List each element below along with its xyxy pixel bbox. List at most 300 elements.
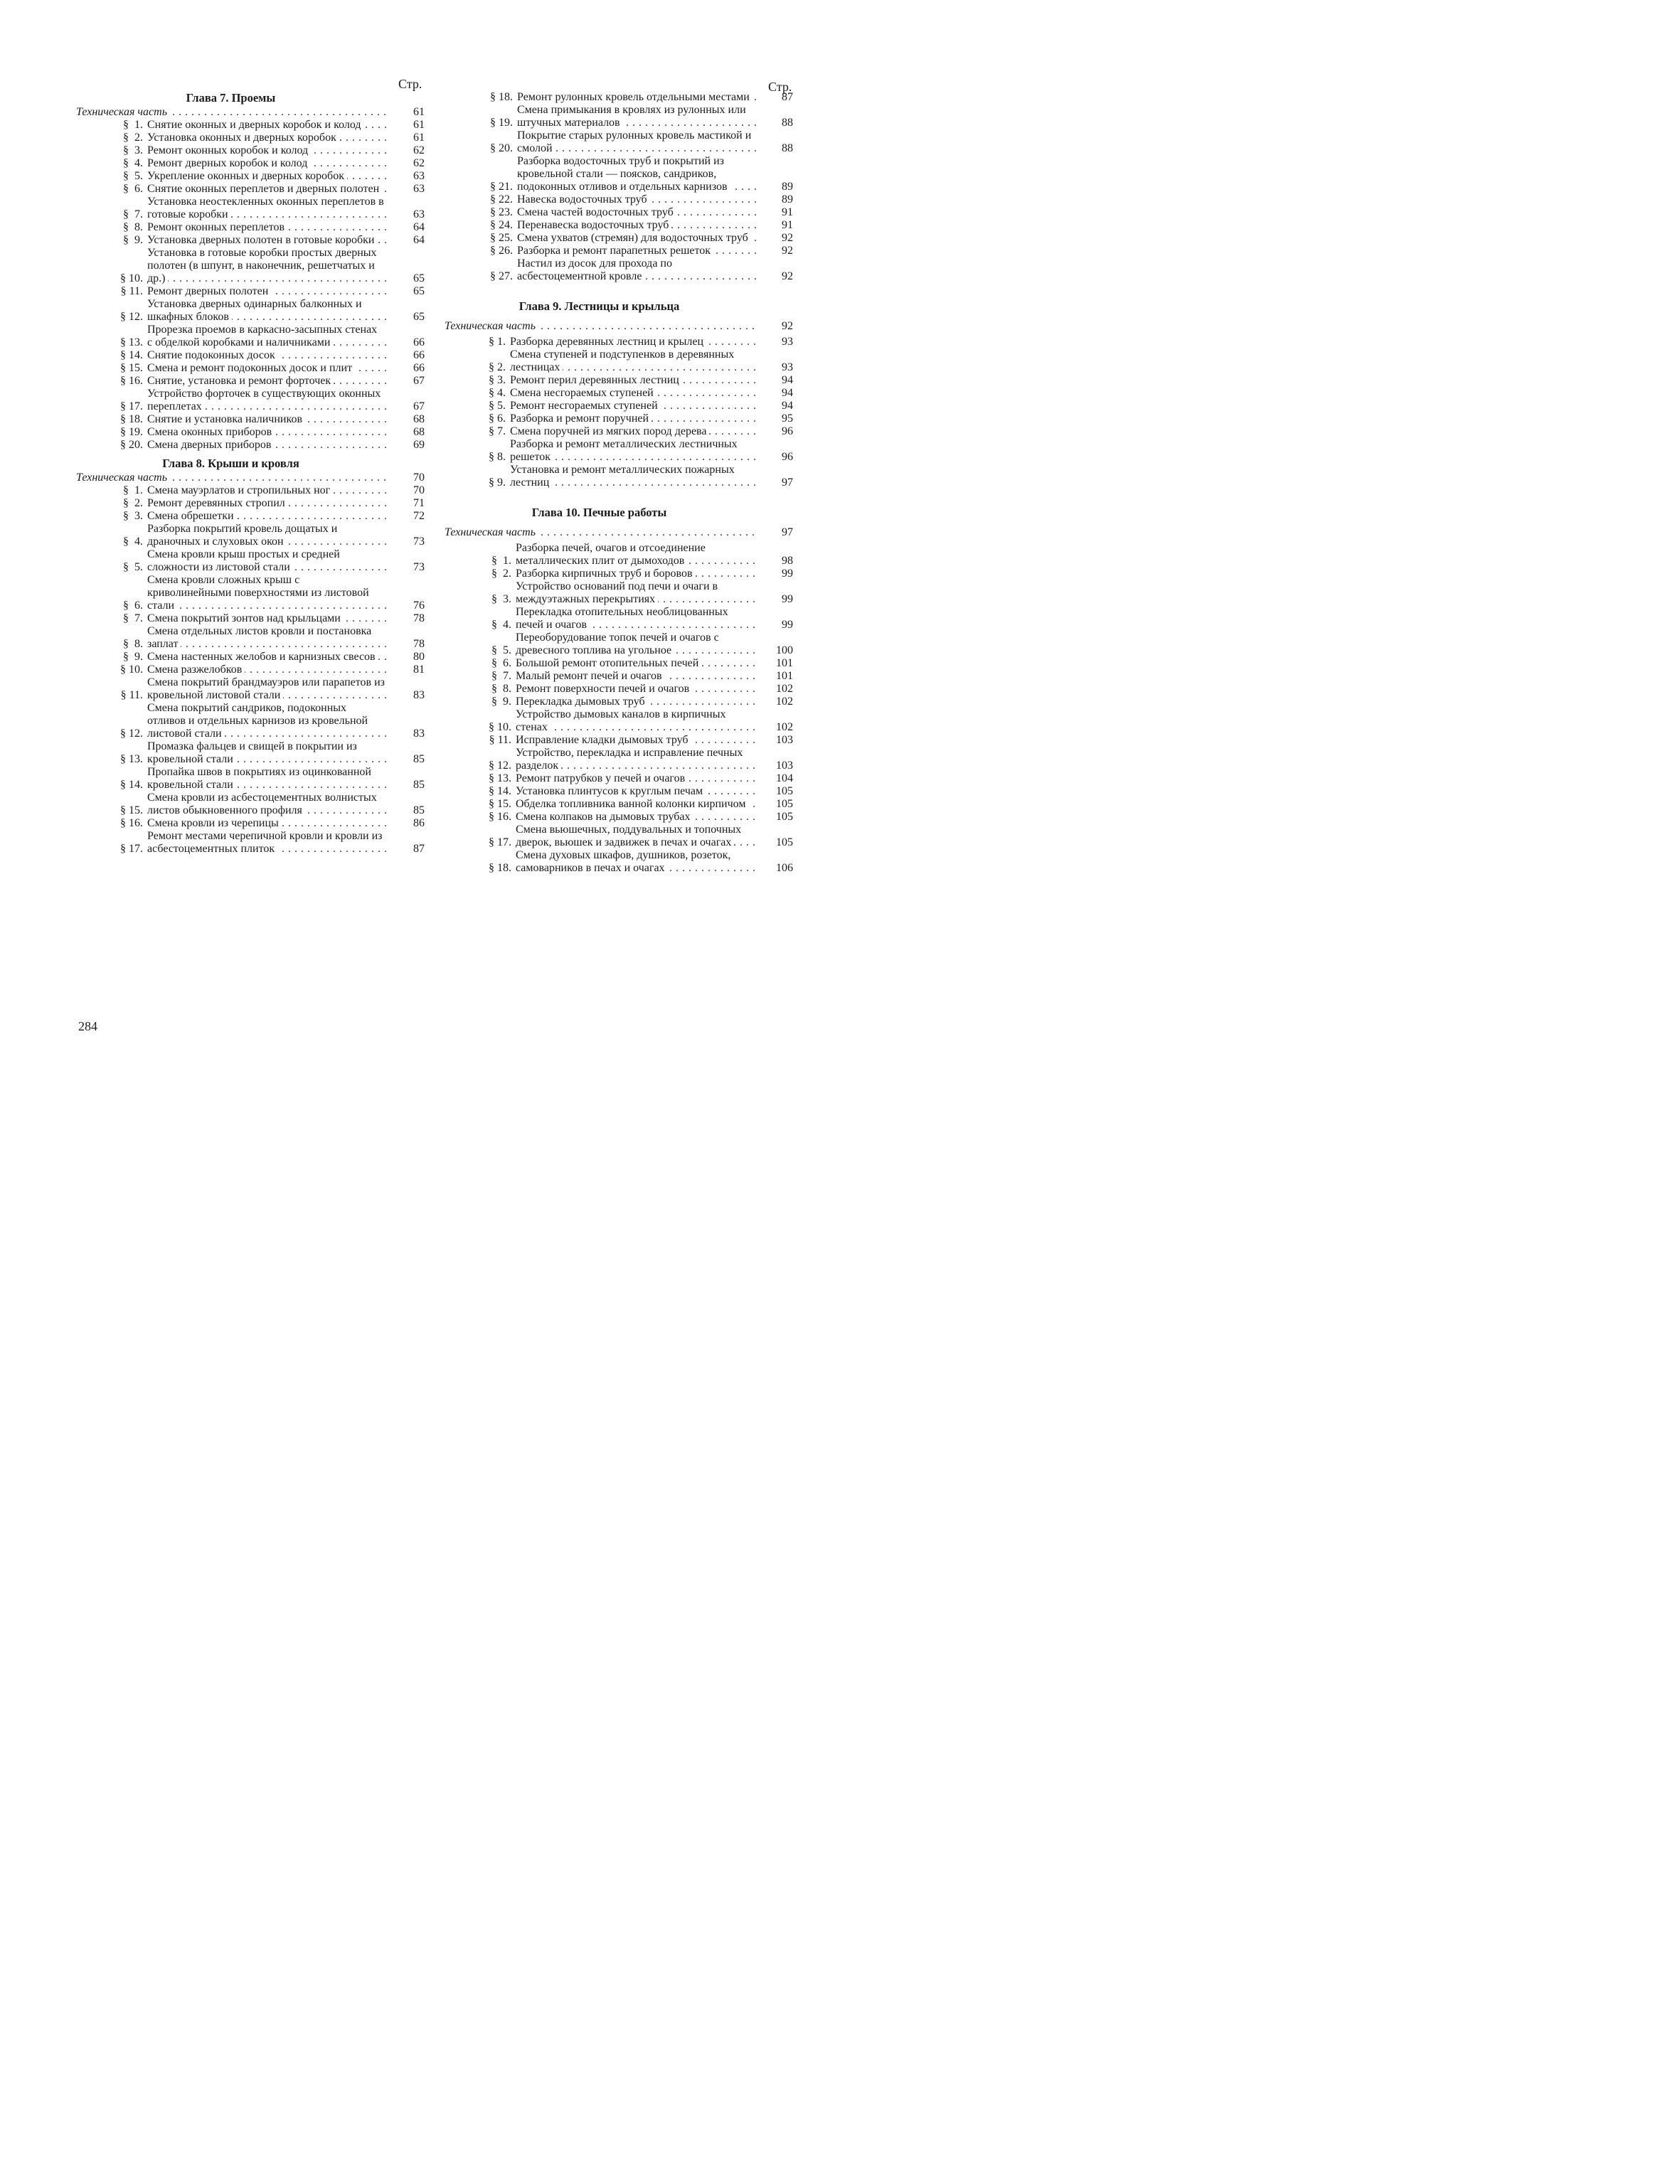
right-page-column-label: Стр. xyxy=(768,80,792,94)
section-title: Смена мауэрлатов и стропильных ног xyxy=(147,484,333,496)
section-title: Установка дверных полотен в готовые коробки xyxy=(147,234,377,246)
section-number: § 7. xyxy=(123,208,143,220)
page-number: 70 xyxy=(413,472,425,484)
section-number: § 5. xyxy=(489,400,506,412)
section-title: Ремонт оконных переплетов xyxy=(147,221,287,233)
section-number: § 4. xyxy=(491,619,511,631)
page-number: 87 xyxy=(782,91,793,103)
toc-entry[interactable] xyxy=(445,348,793,374)
toc-entry[interactable] xyxy=(445,232,793,245)
section-number: § 6. xyxy=(123,183,143,195)
section-number: § 7. xyxy=(491,670,511,682)
toc-entry[interactable] xyxy=(76,375,425,388)
section-number: § 18. xyxy=(490,91,513,103)
page-number: 102 xyxy=(776,683,793,695)
section-title: Смена покрытий зонтов над крыльцами xyxy=(147,612,344,624)
section-number: § 24. xyxy=(490,219,513,231)
section-title: Промазка фальцев и свищей в покрытии из кровельной стали xyxy=(147,740,357,765)
page-number: 105 xyxy=(776,811,793,823)
toc-entry[interactable] xyxy=(445,425,793,438)
toc-entry[interactable] xyxy=(76,702,425,740)
toc-entry[interactable] xyxy=(445,824,793,849)
toc-entry[interactable] xyxy=(76,484,425,497)
section-number: § 19. xyxy=(120,426,143,438)
chapter8-tech-part[interactable] xyxy=(76,472,425,484)
section-title: Разборка кирпичных труб и боровов xyxy=(516,568,696,580)
section-number: § 14. xyxy=(120,349,143,361)
section-title: Разборка водосточных труб и покрытий из кровельной стали — поясков, сандриков, подоконных отливов и отдельных карнизов xyxy=(517,155,730,193)
section-title: Разборка печей, очагов и отсоединение металлических плит от дымоходов xyxy=(516,542,706,567)
section-title: Смена обрешетки xyxy=(147,510,237,522)
toc-entry[interactable] xyxy=(445,580,793,606)
section-number: § 12. xyxy=(120,311,143,323)
page-number: 102 xyxy=(776,696,793,708)
section-number: § 5. xyxy=(123,170,143,182)
page-number: 94 xyxy=(782,387,793,399)
toc-entry[interactable] xyxy=(445,91,793,104)
section-title: Смена кровли сложных крыш с криволинейными поверхностями из листовой стали xyxy=(147,574,369,612)
section-number: § 11. xyxy=(120,689,143,701)
toc-entry[interactable] xyxy=(76,792,425,817)
tech-part-label: Техническая часть xyxy=(76,472,170,484)
chapter7-title: Глава 7. Проемы xyxy=(186,91,276,105)
section-number: § 6. xyxy=(123,600,143,612)
section-title: Смена поручней из мягких пород дерева xyxy=(510,425,709,437)
toc-entry[interactable] xyxy=(76,766,425,792)
page-number: 105 xyxy=(776,785,793,797)
page-number: 92 xyxy=(782,232,793,244)
toc-entry[interactable] xyxy=(445,798,793,811)
page-number: 96 xyxy=(782,425,793,437)
toc-entry[interactable] xyxy=(76,388,425,413)
toc-entry[interactable] xyxy=(76,548,425,574)
page-number: 102 xyxy=(776,721,793,733)
page-number: 66 xyxy=(413,362,425,374)
section-title: Смена отдельных листов кровли и постановка заплат xyxy=(147,625,372,650)
section-title: Разборка и ремонт парапетных решеток xyxy=(517,245,713,257)
toc-entry[interactable] xyxy=(445,206,793,219)
page-number: 86 xyxy=(413,817,425,829)
page-number: 97 xyxy=(782,526,793,538)
section-title: Перекладка отопительных необлицованных печей и очагов xyxy=(516,606,728,631)
section-title: Ремонт дверных коробок и колод xyxy=(147,157,310,169)
page-number: 65 xyxy=(413,311,425,323)
section-number: § 16. xyxy=(120,817,143,829)
toc-entry[interactable] xyxy=(76,426,425,439)
toc-entry[interactable] xyxy=(445,542,793,568)
page-number: 105 xyxy=(776,836,793,848)
page-number: 101 xyxy=(776,657,793,669)
section-number: § 1. xyxy=(123,484,143,496)
toc-entry[interactable] xyxy=(445,336,793,348)
toc-entry[interactable] xyxy=(76,817,425,830)
page-number: 94 xyxy=(782,374,793,386)
toc-entry[interactable] xyxy=(76,157,425,170)
section-number: § 14. xyxy=(489,785,511,797)
page-number: 65 xyxy=(413,285,425,297)
toc-entry[interactable] xyxy=(76,510,425,523)
page-number: 85 xyxy=(413,779,425,791)
toc-entry[interactable] xyxy=(76,740,425,766)
chapter10-tech-part[interactable] xyxy=(445,526,793,539)
toc-entry[interactable] xyxy=(445,734,793,747)
section-title: Разборка и ремонт поручней xyxy=(510,412,652,425)
section-number: § 16. xyxy=(120,375,143,387)
toc-entry[interactable] xyxy=(445,104,793,129)
section-number: § 22. xyxy=(490,193,513,206)
chapter8-items xyxy=(76,484,425,856)
tech-part-label: Техническая часть xyxy=(445,320,538,332)
section-number: § 17. xyxy=(120,400,143,412)
section-number: § 4. xyxy=(123,157,143,169)
toc-entry[interactable] xyxy=(76,170,425,183)
toc-entry[interactable] xyxy=(76,362,425,375)
section-number: § 4. xyxy=(123,536,143,548)
section-number: § 5. xyxy=(123,561,143,573)
section-title: Установка неостекленных оконных переплетов в готовые коробки xyxy=(147,196,384,220)
section-number: § 15. xyxy=(489,798,511,810)
page-number: 72 xyxy=(413,510,425,522)
page-number: 89 xyxy=(782,181,793,193)
left-page-column-label: Стр. xyxy=(398,77,422,91)
page-number: 68 xyxy=(413,426,425,438)
section-title: Переоборудование топок печей и очагов с древесного топлива на угольное xyxy=(516,632,719,656)
section-number: § 20. xyxy=(490,142,513,154)
page-number: 61 xyxy=(413,119,425,131)
toc-entry[interactable] xyxy=(76,144,425,157)
toc-entry[interactable] xyxy=(445,811,793,824)
toc-entry[interactable] xyxy=(76,612,425,625)
toc-entry[interactable] xyxy=(445,606,793,632)
toc-entry[interactable] xyxy=(445,696,793,708)
section-number: § 21. xyxy=(490,181,513,193)
section-number: § 10. xyxy=(120,272,143,284)
section-title: Ремонт местами черепичной кровли и кровли из асбестоцементных плиток xyxy=(147,830,383,855)
section-title: Разборка покрытий кровель дощатых и драночных и слуховых окон xyxy=(147,523,338,548)
left-column xyxy=(76,78,425,856)
section-title: Разборка и ремонт металлических лестничных решеток xyxy=(510,438,738,463)
toc-entry[interactable] xyxy=(76,247,425,285)
page-number: 93 xyxy=(782,336,793,348)
toc-entry[interactable] xyxy=(76,298,425,324)
page-number: 96 xyxy=(782,451,793,463)
chapter7-tech-part[interactable] xyxy=(76,106,425,119)
page-number: 63 xyxy=(413,208,425,220)
section-title: Смена примыкания в кровлях из рулонных или штучных материалов xyxy=(517,104,746,129)
toc-entry[interactable] xyxy=(445,412,793,425)
section-title: Смена покрытий сандриков, подоконных отливов и отдельных карнизов из кровельной листовой стали xyxy=(147,702,368,740)
chapter10-title: Глава 10. Печные работы xyxy=(531,506,667,519)
toc-entry[interactable] xyxy=(445,155,793,193)
page-number: 65 xyxy=(413,272,425,284)
section-number: § 10. xyxy=(489,721,511,733)
toc-entry[interactable] xyxy=(445,568,793,580)
page-number: 93 xyxy=(782,361,793,373)
toc-entry[interactable] xyxy=(445,374,793,387)
section-title: Ремонт оконных коробок и колод xyxy=(147,144,311,156)
toc-entry[interactable] xyxy=(76,497,425,510)
section-number: § 9. xyxy=(489,476,506,489)
page-number: 101 xyxy=(776,670,793,682)
section-number: § 13. xyxy=(120,753,143,765)
section-number: § 14. xyxy=(120,779,143,791)
section-number: § 8. xyxy=(491,683,511,695)
toc-entry[interactable] xyxy=(76,196,425,221)
section-number: § 11. xyxy=(489,734,511,746)
footer-page-number: 284 xyxy=(78,1019,97,1033)
toc-entry[interactable] xyxy=(445,708,793,734)
section-number: § 3. xyxy=(489,374,506,386)
page-number: 83 xyxy=(413,728,425,740)
section-number: § 8. xyxy=(123,638,143,650)
toc-entry[interactable] xyxy=(76,183,425,196)
page-number: 95 xyxy=(782,412,793,425)
section-title: Смена ухватов (стремян) для водосточных труб xyxy=(517,232,751,244)
section-title: Ремонт поверхности печей и очагов xyxy=(516,683,692,695)
toc-entry[interactable] xyxy=(445,129,793,155)
section-title: Ремонт дверных полотен xyxy=(147,285,271,297)
section-title: Ремонт рулонных кровель отдельными местами xyxy=(517,91,753,103)
section-number: § 10. xyxy=(120,664,143,676)
page-number: 87 xyxy=(413,843,425,855)
section-title: Установка дверных одинарных балконных и шкафных блоков xyxy=(147,298,362,323)
section-number: § 27. xyxy=(490,270,513,282)
toc-entry[interactable] xyxy=(445,849,793,875)
section-number: § 1. xyxy=(489,336,506,348)
page-number: 88 xyxy=(782,142,793,154)
toc-entry[interactable] xyxy=(445,193,793,206)
page-number: 66 xyxy=(413,349,425,361)
section-title: Смена вьюшечных, поддувальных и топочных дверок, вьюшек и задвижек в печах и очагах xyxy=(516,824,742,848)
chapter10-items xyxy=(445,542,793,875)
toc-entry[interactable] xyxy=(76,119,425,132)
page-number: 78 xyxy=(413,612,425,624)
page-number: 92 xyxy=(782,320,793,332)
section-number: § 23. xyxy=(490,206,513,218)
page-number: 80 xyxy=(413,651,425,663)
section-title: Смена частей водосточных труб xyxy=(517,206,676,218)
section-title: Перекладка дымовых труб xyxy=(516,696,648,708)
section-number: § 19. xyxy=(490,117,513,129)
chapter8-continued-items xyxy=(445,91,793,283)
page-number: 104 xyxy=(776,772,793,784)
section-title: Устройство дымовых каналов в кирпичных стенах xyxy=(516,708,726,733)
page-number: 70 xyxy=(413,484,425,496)
section-number: § 18. xyxy=(120,413,143,425)
tech-part-label: Техническая часть xyxy=(445,526,538,538)
toc-entry[interactable] xyxy=(445,785,793,798)
toc-entry[interactable] xyxy=(76,830,425,856)
toc-entry[interactable] xyxy=(76,221,425,234)
section-number: § 25. xyxy=(490,232,513,244)
chapter8-title: Глава 8. Крыши и кровля xyxy=(162,457,299,470)
chapter9-tech-part[interactable] xyxy=(445,320,793,333)
page-number: 94 xyxy=(782,400,793,412)
page-number: 62 xyxy=(413,157,425,169)
section-title: Смена колпаков на дымовых трубах xyxy=(516,811,693,823)
section-title: Ремонт патрубков у печей и очагов xyxy=(516,772,688,784)
section-title: Исправление кладки дымовых труб xyxy=(516,734,691,746)
section-number: § 2. xyxy=(489,361,506,373)
tech-part-label: Техническая часть xyxy=(76,106,170,118)
page-number: 81 xyxy=(413,664,425,676)
toc-entry[interactable] xyxy=(76,439,425,452)
toc-entry[interactable] xyxy=(445,245,793,257)
toc-entry[interactable] xyxy=(76,523,425,548)
section-title: Малый ремонт печей и очагов xyxy=(516,670,665,682)
toc-entry[interactable] xyxy=(76,664,425,676)
section-title: Смена покрытий брандмауэров или парапетов из кровельной листовой стали xyxy=(147,676,385,701)
toc-entry[interactable] xyxy=(76,413,425,426)
section-title: Большой ремонт отопительных печей xyxy=(516,657,701,669)
section-title: Снятие подоконных досок xyxy=(147,349,278,361)
page-number: 91 xyxy=(782,206,793,218)
page-number: 99 xyxy=(782,619,793,631)
section-number: § 12. xyxy=(120,728,143,740)
page-number: 68 xyxy=(413,413,425,425)
page-number: 98 xyxy=(782,555,793,567)
page-number: 61 xyxy=(413,106,425,118)
section-title: Покрытие старых рулонных кровель мастикой и смолой xyxy=(517,129,752,154)
section-number: § 11. xyxy=(120,285,143,297)
section-title: Смена кровли из черепицы xyxy=(147,817,282,829)
chapter9-items xyxy=(445,336,793,489)
section-number: § 5. xyxy=(491,644,511,656)
page-number: 99 xyxy=(782,568,793,580)
toc-entry[interactable] xyxy=(445,772,793,785)
section-number: § 4. xyxy=(489,387,506,399)
section-title: Смена духовых шкафов, душников, розеток, самоварников в печах и очагах xyxy=(516,849,731,874)
section-title: Настил из досок для прохода по асбестоцементной кровле xyxy=(517,257,672,282)
section-number: § 17. xyxy=(120,843,143,855)
toc-entry[interactable] xyxy=(445,464,793,489)
section-title: Разборка деревянных лестниц и крылец xyxy=(510,336,706,348)
section-title: Снятие и установка наличников xyxy=(147,413,305,425)
page-number: 97 xyxy=(782,476,793,489)
section-title: Устройство форточек в существующих оконных переплетах xyxy=(147,388,381,412)
page-number: 92 xyxy=(782,270,793,282)
toc-entry[interactable] xyxy=(76,285,425,298)
toc-entry[interactable] xyxy=(76,324,425,349)
section-number: § 2. xyxy=(491,568,511,580)
section-title: Смена разжелобков xyxy=(147,664,245,676)
section-number: § 8. xyxy=(123,221,143,233)
page-number: 62 xyxy=(413,144,425,156)
toc-entry[interactable] xyxy=(445,657,793,670)
section-title: Устройство, перекладка и исправление печных разделок xyxy=(516,747,743,772)
page-number: 99 xyxy=(782,593,793,605)
toc-entry[interactable] xyxy=(76,574,425,612)
toc-entry[interactable] xyxy=(76,676,425,702)
page-number: 103 xyxy=(776,734,793,746)
page-number: 100 xyxy=(776,644,793,656)
section-number: § 1. xyxy=(491,555,511,567)
toc-entry[interactable] xyxy=(445,632,793,657)
section-title: Смена несгораемых ступеней xyxy=(510,387,656,399)
toc-entry[interactable] xyxy=(445,219,793,232)
page-number: 73 xyxy=(413,536,425,548)
section-title: Снятие оконных и дверных коробок и колод xyxy=(147,119,364,131)
page-number: 83 xyxy=(413,689,425,701)
page-number: 61 xyxy=(413,132,425,144)
section-number: § 2. xyxy=(123,497,143,509)
section-number: § 13. xyxy=(120,336,143,348)
section-title: Смена настенных желобов и карнизных свесов xyxy=(147,651,378,663)
section-title: Смена кровли из асбестоцементных волнистых листов обыкновенного профиля xyxy=(147,792,377,816)
page-number: 71 xyxy=(413,497,425,509)
page-number: 85 xyxy=(413,804,425,816)
toc-entry[interactable] xyxy=(445,438,793,464)
page-number: 91 xyxy=(782,219,793,231)
page-number: 73 xyxy=(413,561,425,573)
section-title: Смена ступеней и подступенков в деревянных лестницах xyxy=(510,348,735,373)
chapter7-items xyxy=(76,119,425,452)
page-number: 78 xyxy=(413,638,425,650)
section-title: Установка плинтусов к круглым печам xyxy=(516,785,706,797)
section-number: § 3. xyxy=(491,593,511,605)
toc-entry[interactable] xyxy=(76,651,425,664)
page-number: 64 xyxy=(413,234,425,246)
page-number: 63 xyxy=(413,170,425,182)
page-number: 67 xyxy=(413,400,425,412)
section-number: § 26. xyxy=(490,245,513,257)
section-title: Снятие, установка и ремонт форточек xyxy=(147,375,334,387)
section-number: § 15. xyxy=(120,804,143,816)
toc-entry[interactable] xyxy=(76,132,425,144)
toc-entry[interactable] xyxy=(445,400,793,412)
toc-entry[interactable] xyxy=(445,670,793,683)
section-number: § 6. xyxy=(491,657,511,669)
section-number: § 7. xyxy=(489,425,506,437)
page-number: 66 xyxy=(413,336,425,348)
section-title: Прорезка проемов в каркасно-засыпных стенах с обделкой коробками и наличниками xyxy=(147,324,378,348)
section-number: § 6. xyxy=(489,412,506,425)
page-number: 63 xyxy=(413,183,425,195)
section-title: Смена кровли крыш простых и средней сложности из листовой стали xyxy=(147,548,340,573)
section-title: Пропайка швов в покрытиях из оцинкованной кровельной стали xyxy=(147,766,371,791)
section-number: § 9. xyxy=(123,234,143,246)
page-number: 89 xyxy=(782,193,793,206)
section-number: § 20. xyxy=(120,439,143,451)
toc-entry[interactable] xyxy=(76,349,425,362)
section-number: § 9. xyxy=(123,651,143,663)
toc-entry[interactable] xyxy=(445,257,793,283)
section-title: Ремонт несгораемых ступеней xyxy=(510,400,661,412)
right-column xyxy=(445,91,793,875)
section-title: Установка в готовые коробки простых дверных полотен (в шпунт, в наконечник, решетчатых и др.) xyxy=(147,247,377,284)
section-title: Устройство оснований под печи и очаги в междуэтажных перекрытиях xyxy=(516,580,718,605)
toc-entry[interactable] xyxy=(76,234,425,247)
toc-entry[interactable] xyxy=(445,683,793,696)
section-number: § 13. xyxy=(489,772,511,784)
section-title: Смена и ремонт подоконных досок и плит xyxy=(147,362,355,374)
section-title: Ремонт деревянных стропил xyxy=(147,497,288,509)
toc-entry[interactable] xyxy=(76,625,425,651)
section-title: Смена оконных приборов xyxy=(147,426,275,438)
toc-entry[interactable] xyxy=(445,747,793,772)
section-title: Установка и ремонт металлических пожарных лестниц xyxy=(510,464,735,489)
section-number: § 16. xyxy=(489,811,511,823)
section-title: Снятие оконных переплетов и дверных полотен xyxy=(147,183,382,195)
page-number: 92 xyxy=(782,245,793,257)
page-number: 76 xyxy=(413,600,425,612)
page-number: 103 xyxy=(776,760,793,772)
page-number: 106 xyxy=(776,862,793,874)
section-number: § 8. xyxy=(489,451,506,463)
page-number: 64 xyxy=(413,221,425,233)
section-number: § 1. xyxy=(123,119,143,131)
toc-entry[interactable] xyxy=(445,387,793,400)
